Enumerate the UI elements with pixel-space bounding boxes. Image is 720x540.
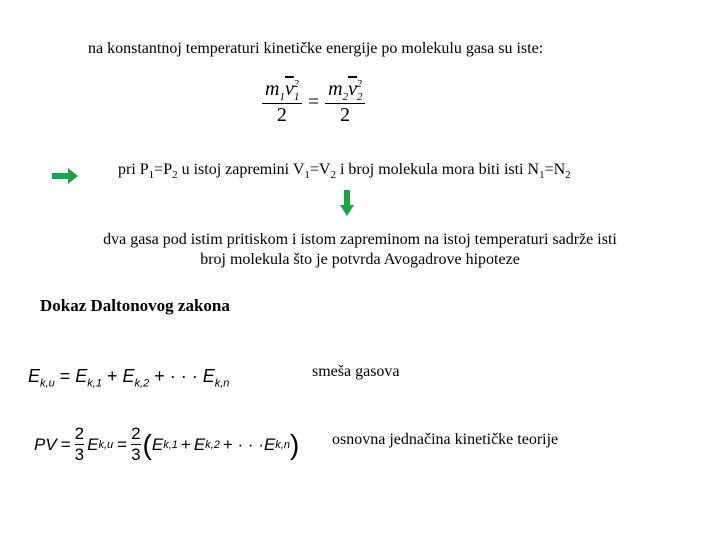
- intro-text: na konstantnoj temperaturi kinetičke energije po molekulu gasa su iste:: [88, 40, 544, 57]
- right-arrow-icon: [52, 166, 78, 186]
- section-heading: Dokaz Daltonovog zakona: [40, 296, 230, 315]
- conclusion-text-line1: dva gasa pod istim pritiskom i istom zapreminom na istoj temperaturi sadrže isti: [103, 231, 617, 248]
- kinetic-energy-equality-equation: $\frac{m_1\overline{v}_1^2}{2}$ = $\frac{m_2\overline{v}_2^2}{2}$: [262, 78, 365, 127]
- conclusion-text-line2: broj molekula što je potvrda Avogadrove hipoteze: [200, 251, 520, 268]
- gas-mixture-label: smeša gasova: [312, 363, 400, 380]
- fraction-right: $\frac{m_2\overline{v}_2^2}{2}$: [325, 78, 365, 127]
- total-kinetic-energy-equation: $E_{k,u} = E_{k,1} + E_{k,2}$ + · · · $E_{k,n}$: [28, 366, 230, 390]
- fraction-left: $\frac{m_1\overline{v}_1^2}{2}$: [262, 78, 302, 127]
- down-arrow-icon: [339, 190, 355, 216]
- kinetic-theory-label: osnovna jednačina kinetičke teorije: [332, 431, 559, 448]
- condition-text: pri $P_1=P_2$ u istoj zapremini $V_1=V_2$ i broj molekula mora biti isti $N_1=N_2$: [118, 161, 571, 182]
- kinetic-theory-equation: PV = $\frac{2}{3}$ E k,u = $\frac{2}{3}$ ( E k,1 + E k,2 + · · · E k,n ): [34, 424, 300, 465]
